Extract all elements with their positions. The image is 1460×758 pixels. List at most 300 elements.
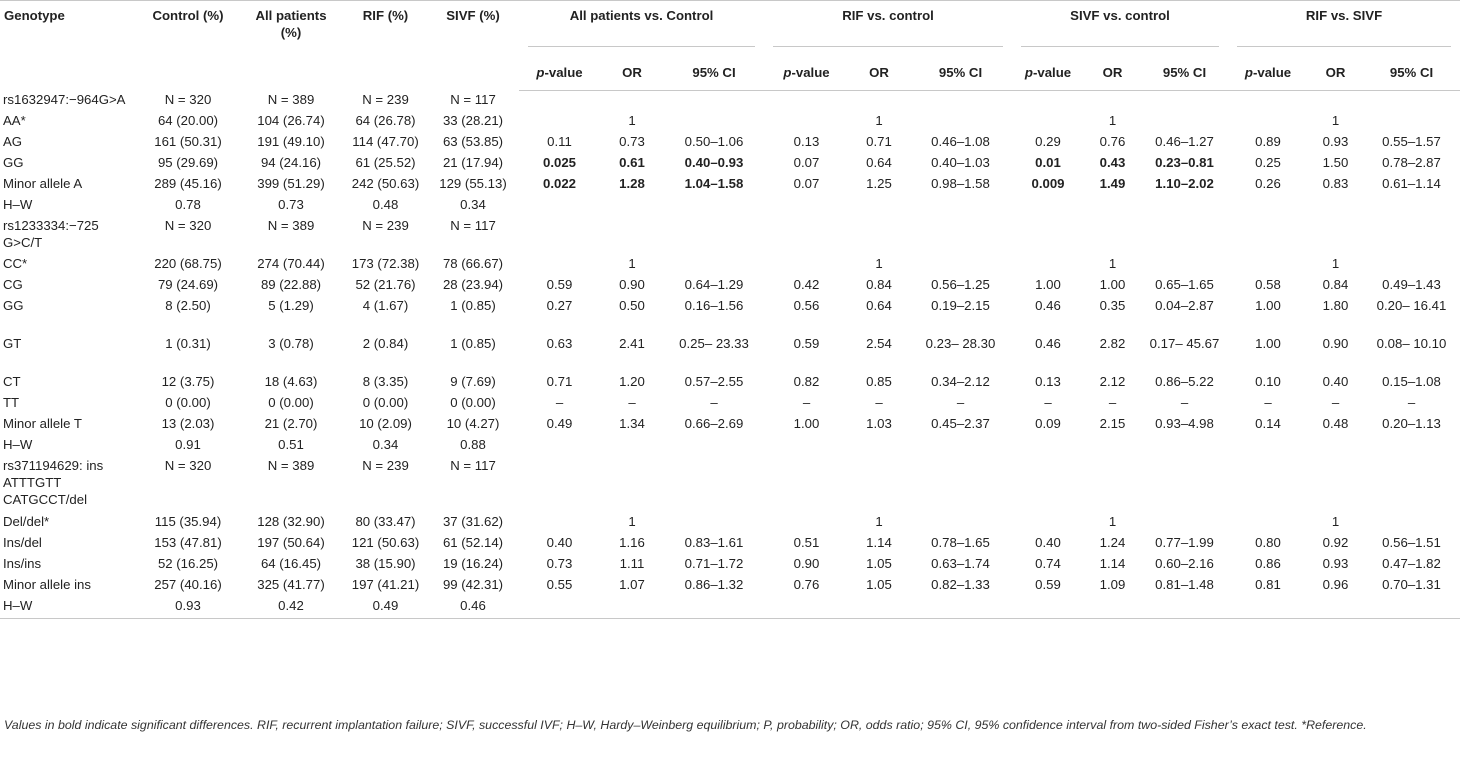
header-rif: RIF (%) xyxy=(344,1,427,91)
table-cell xyxy=(1012,597,1084,619)
table-cell: – xyxy=(628,395,636,410)
table-cell xyxy=(1012,91,1084,113)
table-cell: 0.76 xyxy=(793,577,820,592)
table-cell: 0.46 xyxy=(1035,298,1061,313)
table-cell: 78 (66.67) xyxy=(442,256,504,271)
table-cell: – xyxy=(555,395,564,410)
table-cell xyxy=(664,597,764,619)
table-cell: 2 (0.84) xyxy=(362,336,409,351)
table-cell: 21 (17.94) xyxy=(442,155,504,170)
table-cell: 0.83 xyxy=(1322,176,1349,191)
table-cell: 2.12 xyxy=(1099,374,1126,389)
table-cell: 2.54 xyxy=(866,336,892,351)
table-cell: 1.34 xyxy=(619,416,645,431)
header-sivf: SIVF (%) xyxy=(427,1,519,91)
table-cell: 1.05 xyxy=(866,556,892,571)
table-cell: 0.65–1.65 xyxy=(1155,277,1214,292)
table-cell xyxy=(519,597,600,619)
row-label: Minor allele ins xyxy=(3,577,91,592)
table-cell xyxy=(1084,196,1141,217)
table-row xyxy=(0,175,1460,196)
table-cell: 1 xyxy=(628,113,636,128)
table-cell: 0.60–2.16 xyxy=(1155,556,1214,571)
table-cell: 0.40 xyxy=(546,535,573,550)
table-cell: 0.77–1.99 xyxy=(1155,535,1214,550)
table-cell xyxy=(600,597,664,619)
table-cell: 0.98–1.58 xyxy=(931,176,990,191)
table-cell: 0.93–4.98 xyxy=(1155,416,1214,431)
table-cell: 0.09 xyxy=(1035,416,1061,431)
table-cell: 0.74 xyxy=(1035,556,1061,571)
subheader-p-value: p-value xyxy=(764,54,849,91)
table-cell xyxy=(1141,457,1228,513)
table-cell xyxy=(1363,217,1460,255)
table-cell xyxy=(1012,196,1084,217)
table-cell xyxy=(1308,457,1363,513)
table-cell: 0.49 xyxy=(546,416,573,431)
table-cell: 10 (2.09) xyxy=(359,416,412,431)
row-label: CC* xyxy=(3,256,28,271)
header-control: Control (%) xyxy=(138,1,238,91)
table-cell: 0.47–1.82 xyxy=(1382,556,1441,571)
table-cell: 0.71–1.72 xyxy=(684,556,744,571)
table-cell: 0.90 xyxy=(619,277,645,292)
table-cell: N = 320 xyxy=(164,91,212,107)
table-cell: 0.59 xyxy=(793,336,820,351)
table-cell: 1.00 xyxy=(1255,336,1281,351)
table-cell: 0.56–1.25 xyxy=(931,277,990,292)
table-cell: 37 (31.62) xyxy=(442,514,504,529)
table-cell: 0.25– 23.33 xyxy=(679,336,749,351)
table-cell: 0.025 xyxy=(542,155,576,170)
table-cell xyxy=(1363,436,1460,457)
table-cell: 1 xyxy=(875,113,883,128)
table-cell: N = 320 xyxy=(164,218,212,233)
table-row xyxy=(0,196,1460,217)
table-cell: 63 (53.85) xyxy=(442,134,504,149)
table-cell: – xyxy=(956,395,965,410)
table-cell xyxy=(1228,436,1308,457)
table-cell: 0.86–5.22 xyxy=(1155,374,1214,389)
table-cell: 197 (50.64) xyxy=(257,535,325,550)
table-cell: 64 (16.45) xyxy=(260,556,322,571)
table-cell: 0.96 xyxy=(1322,577,1349,592)
table-cell: 0.56 xyxy=(793,298,820,313)
table-cell: 3 (0.78) xyxy=(268,336,314,351)
table-cell: 0.59 xyxy=(546,277,573,292)
table-cell: 128 (32.90) xyxy=(257,514,325,529)
table-cell: 4 (1.67) xyxy=(362,298,409,313)
table-cell xyxy=(764,196,849,217)
table-cell xyxy=(519,255,600,276)
table-cell xyxy=(1363,457,1460,513)
header-group-rif-vs-control: RIF vs. control xyxy=(764,1,1012,55)
table-cell: 0.42 xyxy=(793,277,820,292)
table-cell: 0.86–1.32 xyxy=(684,577,744,592)
table-cell: 1.09 xyxy=(1099,577,1126,592)
table-cell: 0.46 xyxy=(427,597,519,619)
table-cell: 0.73 xyxy=(278,197,304,212)
table-cell: 1.24 xyxy=(1099,535,1126,550)
table-cell: 1.04–1.58 xyxy=(684,176,744,191)
table-cell xyxy=(764,91,849,113)
table-cell: 1.07 xyxy=(619,577,645,592)
table-cell: 0.19–2.15 xyxy=(931,298,990,313)
table-cell xyxy=(1084,91,1141,113)
subheader-or: OR xyxy=(849,54,909,91)
table-cell: 2.41 xyxy=(619,336,645,351)
table-cell: 0.46–1.27 xyxy=(1155,134,1214,149)
table-cell: 0.48 xyxy=(372,197,399,212)
table-cell: 0.64 xyxy=(866,155,892,170)
table-cell: N = 239 xyxy=(362,458,409,473)
table-cell: 0.63 xyxy=(546,336,573,351)
table-cell: 0.34 xyxy=(372,437,399,452)
table-cell: – xyxy=(1264,395,1272,410)
table-cell: 0.49–1.43 xyxy=(1382,277,1441,292)
row-label: TT xyxy=(3,395,20,410)
table-cell: N = 320 xyxy=(164,458,212,473)
table-cell xyxy=(664,255,764,276)
table-cell: 0.20– 16.41 xyxy=(1376,298,1447,313)
table-cell xyxy=(1228,196,1308,217)
table-cell: 114 (47.70) xyxy=(352,134,419,149)
table-row xyxy=(0,133,1460,154)
table-cell xyxy=(1141,91,1228,113)
table-cell xyxy=(909,217,1012,255)
table-cell: 1.00 xyxy=(1255,298,1281,313)
table-cell xyxy=(1141,255,1228,276)
table-cell: 0.81–1.48 xyxy=(1155,577,1214,592)
table-cell: 0.08– 10.10 xyxy=(1376,336,1447,351)
table-cell xyxy=(1141,513,1228,534)
table-cell: 0.34 xyxy=(460,197,486,212)
table-cell: 0.46 xyxy=(1035,336,1061,351)
table-cell: 0.57–2.55 xyxy=(684,374,744,389)
table-cell: 1.00 xyxy=(1035,277,1061,292)
table-cell: 1 xyxy=(1331,113,1340,128)
table-cell xyxy=(1084,597,1141,619)
table-cell xyxy=(519,91,600,113)
table-cell xyxy=(600,436,664,457)
table-cell: 0.70–1.31 xyxy=(1382,577,1441,592)
table-cell: 0.76 xyxy=(1099,134,1126,149)
header-group-all-vs-control: All patients vs. Control xyxy=(519,1,764,55)
table-row xyxy=(0,335,1460,373)
table-cell xyxy=(1363,196,1460,217)
table-cell: 0.89 xyxy=(1255,134,1281,149)
table-cell: 121 (50.63) xyxy=(351,535,420,550)
table-cell xyxy=(1228,457,1308,513)
table-cell xyxy=(664,513,764,534)
table-cell: 274 (70.44) xyxy=(257,256,325,271)
table-cell: 0.92 xyxy=(1322,535,1349,550)
table-cell xyxy=(1308,436,1363,457)
table-cell: 94 (24.16) xyxy=(260,155,322,170)
table-row xyxy=(0,297,1460,335)
table-cell: 0.16–1.56 xyxy=(684,298,744,313)
row-label: Minor allele T xyxy=(3,416,82,431)
table-cell: – xyxy=(1180,395,1189,410)
table-cell: 1 xyxy=(875,256,883,271)
table-cell: 0.23–0.81 xyxy=(1155,155,1214,170)
table-cell: 0.42 xyxy=(238,597,344,619)
table-body xyxy=(0,91,1460,619)
table-cell xyxy=(909,597,1012,619)
row-label: GG xyxy=(3,298,24,313)
table-cell xyxy=(1012,255,1084,276)
table-cell xyxy=(1084,436,1141,457)
table-cell: 21 (2.70) xyxy=(264,416,318,431)
table-cell: 61 (25.52) xyxy=(355,155,416,170)
table-cell xyxy=(1012,217,1084,255)
table-row xyxy=(0,576,1460,597)
row-label: AG xyxy=(3,134,23,149)
table-cell: 0.55–1.57 xyxy=(1382,134,1441,149)
table-cell: 129 (55.13) xyxy=(439,176,507,191)
table-cell xyxy=(849,597,909,619)
table-cell: 0.88 xyxy=(460,437,486,452)
table-cell: 0.07 xyxy=(793,176,820,191)
table-cell: N = 389 xyxy=(267,458,315,473)
table-cell xyxy=(1363,255,1460,276)
table-cell: 0.10 xyxy=(1255,374,1281,389)
header-group-rif-vs-sivf: RIF vs. SIVF xyxy=(1228,1,1460,55)
table-cell xyxy=(1141,217,1228,255)
table-cell xyxy=(1228,112,1308,133)
table-row xyxy=(0,555,1460,576)
table-cell xyxy=(1084,457,1141,513)
table-cell: 0.40–1.03 xyxy=(931,155,990,170)
table-cell xyxy=(664,457,764,513)
table-cell: 38 (15.90) xyxy=(355,556,416,571)
table-cell xyxy=(909,436,1012,457)
table-cell: 0.73 xyxy=(619,134,645,149)
table-cell: 0.23– 28.30 xyxy=(925,336,996,351)
subheader-95ci: 95% CI xyxy=(664,54,764,91)
table-cell: N = 389 xyxy=(267,218,315,233)
table-cell: N = 117 xyxy=(450,218,496,233)
table-cell: 2.15 xyxy=(1099,416,1126,431)
table-cell: 0.49 xyxy=(344,597,427,619)
table-cell: 61 (52.14) xyxy=(442,535,504,550)
table-footnote: Values in bold indicate significant differences. RIF, recurrent implantation failure; SIVF, successful IVF; H–W, Hardy–Weinberg equilibrium; P, probability; OR, odds ratio; 95% CI, 95% confidence interval from two-sided Fisher’s exact test. *Reference. xyxy=(4,718,1367,732)
table-cell: 0.29 xyxy=(1035,134,1061,149)
table-cell: 1 (0.85) xyxy=(450,298,496,313)
table-cell: 0.73 xyxy=(546,556,573,571)
table-cell: 64 (20.00) xyxy=(157,113,219,128)
table-cell: 2.82 xyxy=(1099,336,1126,351)
table-cell xyxy=(1228,597,1308,619)
table-cell: 257 (40.16) xyxy=(154,577,222,592)
table-cell xyxy=(600,91,664,113)
table-cell: N = 239 xyxy=(362,91,409,107)
table-cell xyxy=(600,196,664,217)
table-cell: 0.35 xyxy=(1099,298,1126,313)
row-label: H–W xyxy=(0,597,138,619)
table-cell: 1 xyxy=(1108,256,1117,271)
table-cell xyxy=(909,255,1012,276)
row-label: Ins/ins xyxy=(3,556,42,571)
table-cell xyxy=(764,597,849,619)
table-cell xyxy=(664,196,764,217)
table-cell: 161 (50.31) xyxy=(154,134,222,149)
table-cell: 0.78–2.87 xyxy=(1382,155,1441,170)
table-cell xyxy=(519,457,600,513)
table-cell: 1.20 xyxy=(619,374,645,389)
table-header xyxy=(0,1,1460,91)
table-cell: 0.93 xyxy=(1322,134,1349,149)
table-cell: 1 xyxy=(1331,514,1340,529)
table-cell: 0 (0.00) xyxy=(450,395,496,410)
table-cell xyxy=(1228,255,1308,276)
table-cell: 12 (3.75) xyxy=(161,374,215,389)
table-cell: 52 (16.25) xyxy=(157,556,219,571)
table-cell xyxy=(764,217,849,255)
table-cell: 0.45–2.37 xyxy=(931,416,990,431)
table-cell: N = 117 xyxy=(450,91,496,107)
table-cell: 1.11 xyxy=(619,556,645,571)
table-cell xyxy=(764,255,849,276)
table-cell: 1.25 xyxy=(866,176,892,191)
subheader-p-value: p-value xyxy=(1228,54,1308,91)
table-cell: 0.51 xyxy=(278,437,304,452)
table-cell: 0.86 xyxy=(1255,556,1281,571)
table-row xyxy=(0,394,1460,415)
table-cell xyxy=(849,91,909,113)
row-label: GG xyxy=(3,155,24,170)
table-cell: 0.61–1.14 xyxy=(1382,176,1441,191)
table-cell: 0.78–1.65 xyxy=(931,535,990,550)
table-cell: 399 (51.29) xyxy=(257,176,325,191)
table-row xyxy=(0,415,1460,436)
table-cell xyxy=(1012,513,1084,534)
table-row xyxy=(0,255,1460,276)
table-cell xyxy=(909,196,1012,217)
table-cell: 289 (45.16) xyxy=(154,176,222,191)
table-cell: 0.90 xyxy=(1322,336,1349,351)
subheader-p-value: p-value xyxy=(1012,54,1084,91)
row-label: CG xyxy=(3,277,23,292)
table-cell xyxy=(664,91,764,113)
table-cell: 5 (1.29) xyxy=(268,298,314,313)
table-cell: N = 239 xyxy=(362,218,409,233)
header-group-sivf-vs-control: SIVF vs. control xyxy=(1012,1,1228,55)
table-cell: 0.40 xyxy=(1322,374,1349,389)
table-cell: 1.00 xyxy=(793,416,820,431)
table-cell xyxy=(764,112,849,133)
table-cell: – xyxy=(802,395,811,410)
subheader-or: OR xyxy=(1084,54,1141,91)
table-cell xyxy=(1363,112,1460,133)
row-label: GT xyxy=(3,336,22,351)
table-cell xyxy=(1363,597,1460,619)
table-cell xyxy=(764,436,849,457)
table-cell xyxy=(1308,217,1363,255)
table-row-snp xyxy=(0,457,1460,513)
table-cell xyxy=(519,436,600,457)
table-cell: 1.80 xyxy=(1322,298,1349,313)
table-cell: 0.46–1.08 xyxy=(931,134,990,149)
table-cell: 0.91 xyxy=(175,437,201,452)
table-cell xyxy=(1228,217,1308,255)
table-cell: 153 (47.81) xyxy=(154,535,222,550)
table-cell: 0.13 xyxy=(1035,374,1061,389)
table-cell: 0.14 xyxy=(1255,416,1281,431)
table-cell: 0.64 xyxy=(866,298,892,313)
table-cell xyxy=(664,436,764,457)
table-cell: 325 (41.77) xyxy=(257,577,325,592)
table-cell: 0.93 xyxy=(1322,556,1349,571)
table-cell: 0 (0.00) xyxy=(165,395,211,410)
subheader-95ci: 95% CI xyxy=(909,54,1012,91)
table-cell: 0.27 xyxy=(546,298,573,313)
row-label: CT xyxy=(3,374,21,389)
table-cell: 1 (0.31) xyxy=(165,336,211,351)
table-cell: 0.56–1.51 xyxy=(1382,535,1441,550)
table-cell: 0.78 xyxy=(175,197,201,212)
table-cell: 0.43 xyxy=(1099,155,1126,170)
header-genotype: Genotype xyxy=(0,1,138,91)
table-cell: 1 xyxy=(1331,256,1340,271)
table-cell: 0.83–1.61 xyxy=(684,535,744,550)
table-cell xyxy=(1141,112,1228,133)
table-cell: 80 (33.47) xyxy=(355,514,416,529)
table-cell xyxy=(764,513,849,534)
table-cell: 173 (72.38) xyxy=(351,256,420,271)
table-cell: 1.14 xyxy=(866,535,892,550)
table-cell: 0.61 xyxy=(619,155,645,170)
table-cell: 95 (29.69) xyxy=(157,155,219,170)
table-cell: 0.80 xyxy=(1255,535,1281,550)
table-cell: 89 (22.88) xyxy=(260,277,322,292)
table-cell: – xyxy=(875,395,883,410)
table-cell xyxy=(664,217,764,255)
table-cell xyxy=(1228,91,1308,113)
table-cell xyxy=(519,196,600,217)
table-cell xyxy=(909,513,1012,534)
table-row xyxy=(0,534,1460,555)
table-cell: 1 xyxy=(628,256,636,271)
table-cell: 0.51 xyxy=(793,535,820,550)
table-cell xyxy=(849,457,909,513)
table-cell: – xyxy=(1044,395,1052,410)
table-cell: 0.90 xyxy=(793,556,820,571)
row-label: rs371194629: ins ATTTGTT CATGCCT/del xyxy=(3,458,104,507)
table-row xyxy=(0,112,1460,133)
table-row xyxy=(0,154,1460,175)
table-cell xyxy=(1141,436,1228,457)
header-all-patients: All patients (%) xyxy=(238,1,344,91)
table-cell: 0.34–2.12 xyxy=(931,374,990,389)
table-cell: 0.17– 45.67 xyxy=(1149,336,1220,351)
table-cell: – xyxy=(1108,395,1117,410)
table-cell xyxy=(1308,91,1363,113)
row-label: H–W xyxy=(3,437,33,452)
table-row xyxy=(0,597,1460,619)
table-row xyxy=(0,373,1460,394)
row-label: rs1632947:−964G>A xyxy=(3,91,126,107)
table-cell: 104 (26.74) xyxy=(257,113,325,128)
table-cell: 64 (26.78) xyxy=(355,113,416,128)
row-label: Minor allele A xyxy=(3,176,83,191)
table-row xyxy=(0,513,1460,534)
subheader-95ci: 95% CI xyxy=(1141,54,1228,91)
table-cell xyxy=(664,112,764,133)
table-cell: 52 (21.76) xyxy=(355,277,416,292)
row-label: H–W xyxy=(3,197,33,212)
table-cell xyxy=(764,457,849,513)
